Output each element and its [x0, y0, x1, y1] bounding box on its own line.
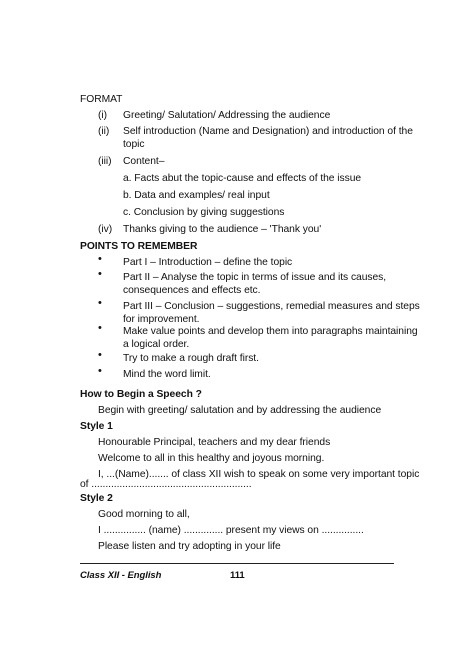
style1-line: of .........................................................: [80, 479, 252, 490]
format-subitem-b: b. Data and examples/ real input: [123, 190, 270, 201]
point-text: Mind the word limit.: [123, 369, 211, 380]
footer-class-label: Class XII - English: [80, 570, 162, 581]
points-heading: POINTS TO REMEMBER: [80, 241, 198, 252]
point-text-continued: consequences and effects etc.: [123, 285, 261, 296]
point-text: Make value points and develop them into paragraphs maintaining: [123, 326, 418, 337]
format-item-text: Self introduction (Name and Designation) and introduction of the: [123, 126, 413, 137]
style2-line: I ............... (name) .............. present my views on ...............: [98, 525, 364, 536]
point-text: Part III – Conclusion – suggestions, remedial measures and steps: [123, 301, 420, 312]
point-text: Part II – Analyse the topic in terms of issue and its causes,: [123, 272, 387, 283]
format-item-num: (ii): [98, 126, 110, 137]
begin-text: Begin with greeting/ salutation and by addressing the audience: [98, 405, 382, 416]
style2-line: Good morning to all,: [98, 509, 190, 520]
point-text: Try to make a rough draft first.: [123, 353, 259, 364]
style2-line: Please listen and try adopting in your life: [98, 541, 281, 552]
bullet-icon: •: [98, 297, 102, 309]
format-subitem-a: a. Facts abut the topic-cause and effects of the issue: [123, 173, 362, 184]
bullet-icon: •: [98, 349, 102, 361]
format-heading: FORMAT: [80, 94, 123, 105]
format-item-text-continued: topic: [123, 139, 145, 150]
format-subitem-c: c. Conclusion by giving suggestions: [123, 207, 285, 218]
point-text: Part I – Introduction – define the topic: [123, 257, 293, 268]
page-number: 111: [230, 570, 245, 581]
format-item-num: (iv): [98, 224, 113, 235]
style2-heading: Style 2: [80, 493, 113, 504]
point-text-continued: for improvement.: [123, 314, 200, 325]
point-text-continued: a logical order.: [123, 339, 190, 350]
bullet-icon: •: [98, 253, 102, 265]
format-item-text: Greeting/ Salutation/ Addressing the audience: [123, 110, 331, 121]
style1-line: Welcome to all in this healthy and joyous morning.: [98, 453, 325, 464]
footer-divider: [80, 563, 394, 564]
begin-heading: How to Begin a Speech ?: [80, 389, 202, 400]
bullet-icon: •: [98, 268, 102, 280]
bullet-icon: •: [98, 365, 102, 377]
format-item-text: Content–: [123, 156, 165, 167]
format-item-num: (i): [98, 110, 107, 121]
style1-heading: Style 1: [80, 421, 113, 432]
style1-line: I, ...(Name)....... of class XII wish to speak on some very important topic: [98, 469, 420, 480]
format-item-num: (iii): [98, 156, 112, 167]
style1-line: Honourable Principal, teachers and my dear friends: [98, 437, 331, 448]
format-item-text: Thanks giving to the audience – 'Thank you': [123, 224, 322, 235]
bullet-icon: •: [98, 322, 102, 334]
